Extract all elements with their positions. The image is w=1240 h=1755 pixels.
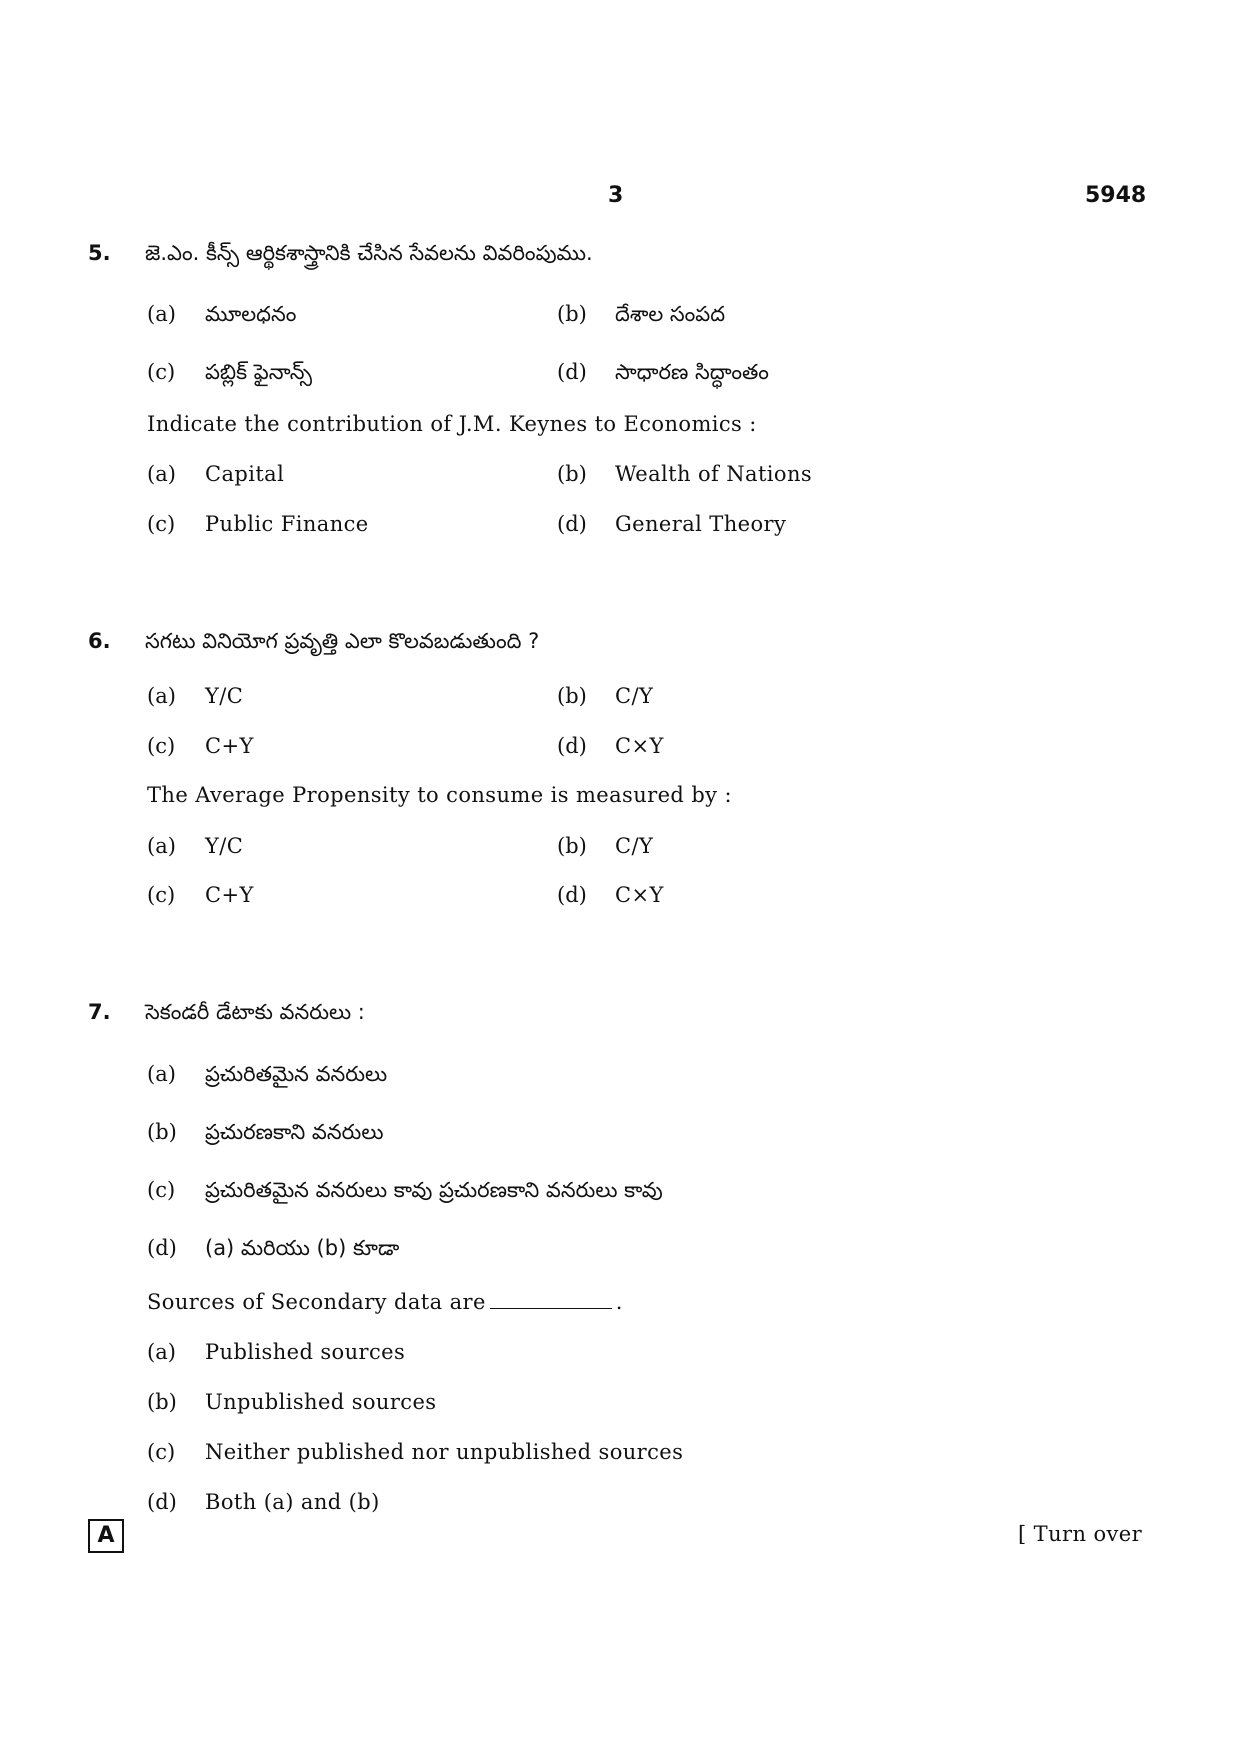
option-text-english: Published sources	[205, 1340, 406, 1364]
option-label: (c)	[147, 883, 176, 907]
option-label: (d)	[557, 883, 587, 907]
option-label: (d)	[557, 734, 587, 758]
question-text-english: The Average Propensity to consume is measured by :	[147, 783, 733, 807]
option-text-english: General Theory	[615, 512, 787, 536]
paper-code: 5948	[1085, 183, 1147, 208]
question-number: 6.	[88, 629, 111, 653]
option-label: (d)	[147, 1236, 177, 1260]
option-label: (c)	[147, 734, 176, 758]
option-label: (b)	[557, 834, 587, 858]
option-text: C×Y	[615, 883, 664, 907]
option-label: (a)	[147, 462, 176, 486]
option-text-telugu: సాధారణ సిద్ధాంతం	[615, 360, 769, 384]
option-label: (a)	[147, 684, 176, 708]
option-text-english: Unpublished sources	[205, 1390, 437, 1414]
option-text-telugu: ప్రచురణకాని వనరులు	[205, 1120, 384, 1144]
question-text-telugu: సగటు వినియోగ ప్రవృత్తి ఎలా కొలవబడుతుంది ?	[145, 629, 540, 653]
option-text-telugu: ప్రచురితమైన వనరులు	[205, 1062, 388, 1086]
question-number: 7.	[88, 1000, 111, 1024]
option-label: (d)	[557, 360, 587, 384]
option-label: (b)	[557, 302, 587, 326]
page-number: 3	[608, 183, 624, 208]
turn-over-text: [ Turn over	[1018, 1522, 1143, 1546]
question-text-end: .	[615, 1290, 623, 1314]
option-text-english: Public Finance	[205, 512, 369, 536]
question-number: 5.	[88, 241, 111, 265]
option-text-telugu: (a) మరియు (b) కూడా	[205, 1236, 400, 1260]
option-label: (d)	[557, 512, 587, 536]
option-label: (c)	[147, 512, 176, 536]
option-text-telugu: దేశాల సంపద	[615, 302, 726, 326]
option-text: Y/C	[205, 684, 244, 708]
option-label: (a)	[147, 1340, 176, 1364]
question-text: Sources of Secondary data are	[147, 1290, 486, 1314]
option-text: C/Y	[615, 684, 654, 708]
question-text-english	[147, 1290, 623, 1314]
option-text-english: Capital	[205, 462, 285, 486]
option-text-english: Wealth of Nations	[615, 462, 813, 486]
question-text-telugu: సెకండరీ డేటాకు వనరులు :	[145, 1000, 365, 1024]
option-label: (a)	[147, 834, 176, 858]
option-text-english: Both (a) and (b)	[205, 1490, 380, 1514]
question-text-english: Indicate the contribution of J.M. Keynes to Economics :	[147, 412, 757, 436]
series-box: A	[88, 1519, 124, 1553]
option-label: (d)	[147, 1490, 177, 1514]
option-label: (a)	[147, 1062, 176, 1086]
option-label: (c)	[147, 360, 176, 384]
option-text: Y/C	[205, 834, 244, 858]
option-text-telugu: మూలధనం	[205, 302, 297, 326]
option-label: (b)	[147, 1390, 177, 1414]
fill-in-blank	[490, 1308, 612, 1309]
option-text: C+Y	[205, 734, 254, 758]
option-text: C×Y	[615, 734, 664, 758]
option-text: C/Y	[615, 834, 654, 858]
option-text-telugu: పబ్లిక్ ఫైనాన్స్	[205, 360, 312, 384]
option-label: (c)	[147, 1440, 176, 1464]
option-label: (b)	[147, 1120, 177, 1144]
option-label: (a)	[147, 302, 176, 326]
option-label: (b)	[557, 462, 587, 486]
question-text-telugu: జె.ఎం. కీన్స్ ఆర్థికశాస్త్రానికి చేసిన సేవలను వివరింపుము.	[145, 241, 593, 265]
option-text-telugu: ప్రచురితమైన వనరులు కావు ప్రచురణకాని వనరులు కావు	[205, 1178, 663, 1202]
option-label: (c)	[147, 1178, 176, 1202]
option-label: (b)	[557, 684, 587, 708]
option-text-english: Neither published nor unpublished sources	[205, 1440, 684, 1464]
option-text: C+Y	[205, 883, 254, 907]
